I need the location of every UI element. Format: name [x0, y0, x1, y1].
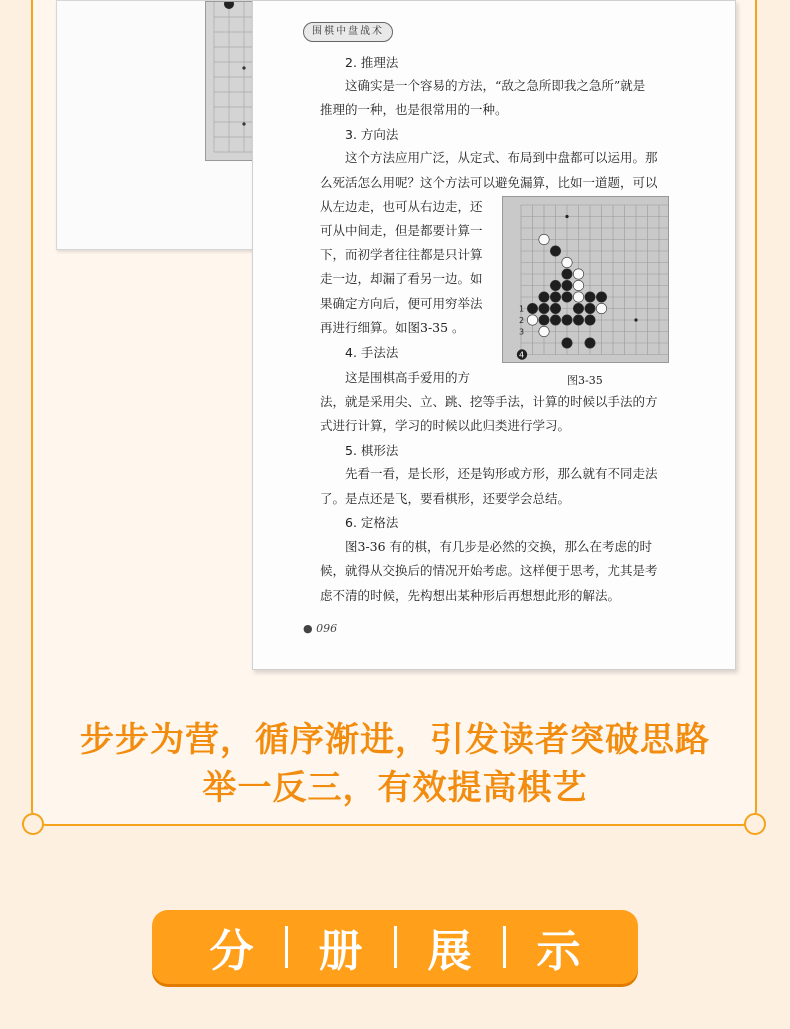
text-line: 这个方法应用广泛，从定式、布局到中盘都可以运用。那: [345, 150, 658, 165]
go-stone: [596, 292, 606, 302]
text-line: 这确实是一个容易的方法，“敌之急所即我之急所”就是: [345, 78, 646, 93]
go-diagram: [502, 196, 669, 363]
go-stone: [550, 315, 560, 325]
section-heading: 3. 方向法: [345, 127, 399, 142]
banner-char: 展: [427, 926, 472, 977]
text-line: 图3-36 有的棋，有几步是必然的交换，那么在考虑的时: [345, 539, 653, 554]
text-line: 虑不清的时候，先构想出某种形后再想想此形的解法。: [320, 588, 621, 603]
go-stone: [596, 303, 606, 313]
banner-char: 册: [318, 926, 363, 977]
chapter-header: 围棋中盘战术: [303, 22, 393, 42]
section-heading: 2. 推理法: [345, 55, 399, 70]
go-stone: [562, 338, 572, 348]
go-stone: [585, 292, 595, 302]
go-stone: [562, 315, 572, 325]
go-stone: [562, 269, 572, 279]
text-line: 先看一看，是长形，还是钩形或方形，那么就有不同走法: [345, 466, 658, 481]
go-stone: [539, 234, 549, 244]
banner-char: 示: [536, 926, 581, 977]
text-line: 可从中间走，但是都要计算一: [320, 223, 483, 238]
section-heading: 4. 手法法: [345, 345, 399, 360]
text-line: 再进行细算。如图3-35 。: [320, 320, 465, 335]
text-line: 果确定方向后，便可用穷举法: [320, 296, 483, 311]
text-line: 下，而初学者往往都是只计算: [320, 247, 483, 262]
go-stone: [527, 303, 537, 313]
go-stone: [539, 292, 549, 302]
text-line: 了。是点还是飞，要看棋形，还要学会总结。: [320, 491, 571, 506]
go-stone: [562, 280, 572, 290]
text-line: 走一边，却漏了看另一边。如: [320, 271, 483, 286]
card-corner-notch: [22, 813, 44, 835]
go-stone: [550, 292, 560, 302]
text-line: 这是围棋高手爱用的方: [345, 370, 471, 385]
go-stone: [562, 257, 572, 267]
go-stone: [527, 315, 537, 325]
go-stone: [585, 315, 595, 325]
diagram-move-number: 4: [519, 350, 525, 360]
banner-char: 分: [209, 926, 254, 977]
diagram-move-number: 3: [519, 327, 525, 337]
go-stone: [550, 246, 560, 256]
go-stone: [550, 280, 560, 290]
go-stone: [573, 280, 583, 290]
go-stone: [550, 303, 560, 313]
page-number: ● 096: [303, 622, 338, 635]
headline-line-1: 步步为营，循序渐进，引发读者突破思路: [80, 720, 710, 760]
go-stone: [573, 269, 583, 279]
section-banner: [152, 910, 638, 984]
go-stone: [539, 315, 549, 325]
text-line: 么死活怎么用呢？这个方法可以避免漏算，比如一道题，可以: [320, 175, 658, 190]
go-stone: [585, 338, 595, 348]
text-line: 推理的一种，也是很常用的一种。: [320, 102, 508, 117]
text-line: 式进行计算，学习的时候以此归类进行学习。: [320, 418, 571, 433]
card-corner-notch: [744, 813, 766, 835]
go-stone: [585, 303, 595, 313]
book-page: [252, 0, 736, 670]
go-stone: [539, 326, 549, 336]
go-stone: [539, 303, 549, 313]
go-stone: [573, 315, 583, 325]
go-stone: [562, 292, 572, 302]
headline-line-2: 举一反三，有效提高棋艺: [202, 768, 588, 808]
section-heading: 6. 定格法: [345, 515, 399, 530]
diagram-move-number: 1: [519, 304, 525, 314]
text-line: 法，就是采用尖、立、跳、挖等手法，计算的时候以手法的方: [320, 394, 658, 409]
diagram-move-number: 2: [519, 316, 525, 325]
go-stone: [573, 303, 583, 313]
figure-caption: 图3-35: [567, 374, 603, 387]
text-line: 从左边走，也可从右边走，还: [320, 199, 483, 214]
text-line: 候，就得从交换后的情况开始考虑。这样便于思考，尤其是考: [320, 563, 658, 578]
go-stone: [573, 292, 583, 302]
section-heading: 5. 棋形法: [345, 443, 399, 458]
